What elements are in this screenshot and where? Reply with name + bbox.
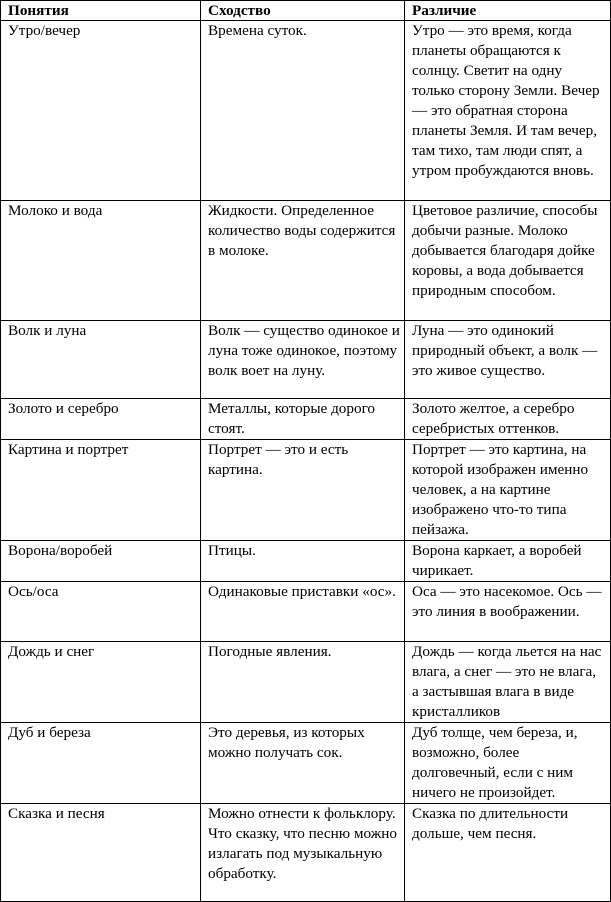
cell-concept: Молоко и вода <box>1 201 201 321</box>
cell-difference: Цветовое различие, способы добычи разные. Молоко добывается благодаря дойке коровы, а вода добывается природным способом. <box>405 201 611 321</box>
cell-difference: Утро — это время, когда планеты обращаются к солнцу. Светит на одну только сторону Земли. Вечер — это обратная сторона планеты Земля. И там вечер, там тихо, там люди спят, а утром пробуждаются вновь. <box>405 21 611 201</box>
cell-similarity: Это деревья, из которых можно получать сок. <box>201 723 405 804</box>
cell-concept: Сказка и песня <box>1 804 201 902</box>
cell-difference: Оса — это насекомое. Ось — это линия в воображении. <box>405 582 611 642</box>
cell-concept: Ось/оса <box>1 582 201 642</box>
cell-similarity: Погодные явления. <box>201 642 405 723</box>
cell-concept: Дуб и береза <box>1 723 201 804</box>
table-row <box>1 440 611 541</box>
header-row <box>1 1 611 21</box>
cell-concept: Дождь и снег <box>1 642 201 723</box>
cell-similarity: Металлы, которые дорого стоят. <box>201 399 405 440</box>
cell-similarity: Птицы. <box>201 541 405 582</box>
cell-difference: Портрет — это картина, на которой изображен именно человек, а на картине изображено что-то типа пейзажа. <box>405 440 611 541</box>
cell-concept: Картина и портрет <box>1 440 201 541</box>
table-row <box>1 642 611 723</box>
cell-similarity: Волк — существо одинокое и луна тоже одинокое, поэтому волк воет на луну. <box>201 321 405 399</box>
table-row <box>1 723 611 804</box>
cell-difference: Луна — это одинокий природный объект, а волк — это живое существо. <box>405 321 611 399</box>
table-row <box>1 804 611 902</box>
header-similarity: Сходство <box>201 1 405 21</box>
cell-similarity: Одинаковые приставки «ос». <box>201 582 405 642</box>
cell-similarity: Жидкости. Определенное количество воды содержится в молоке. <box>201 201 405 321</box>
cell-similarity: Времена суток. <box>201 21 405 201</box>
table-row <box>1 201 611 321</box>
cell-similarity: Можно отнести к фольклору. Что сказку, что песню можно излагать под музыкальную обработку. <box>201 804 405 902</box>
table-row <box>1 321 611 399</box>
table-body <box>1 21 611 902</box>
cell-concept: Волк и луна <box>1 321 201 399</box>
cell-similarity: Портрет — это и есть картина. <box>201 440 405 541</box>
cell-concept: Утро/вечер <box>1 21 201 201</box>
table-row <box>1 541 611 582</box>
table-row <box>1 399 611 440</box>
table-row <box>1 21 611 201</box>
cell-concept: Ворона/воробей <box>1 541 201 582</box>
cell-difference: Дуб толще, чем береза, и, возможно, более долговечный, если с ним ничего не произойдет. <box>405 723 611 804</box>
cell-concept: Золото и серебро <box>1 399 201 440</box>
cell-difference: Дождь — когда льется на нас влага, а снег — это не влага, а застывшая влага в виде кристалликов <box>405 642 611 723</box>
cell-difference: Сказка по длительности дольше, чем песня. <box>405 804 611 902</box>
table-row <box>1 582 611 642</box>
cell-difference: Ворона каркает, а воробей чирикает. <box>405 541 611 582</box>
header-difference: Различие <box>405 1 611 21</box>
header-concepts: Понятия <box>1 1 201 21</box>
cell-difference: Золото желтое, а серебро серебристых оттенков. <box>405 399 611 440</box>
